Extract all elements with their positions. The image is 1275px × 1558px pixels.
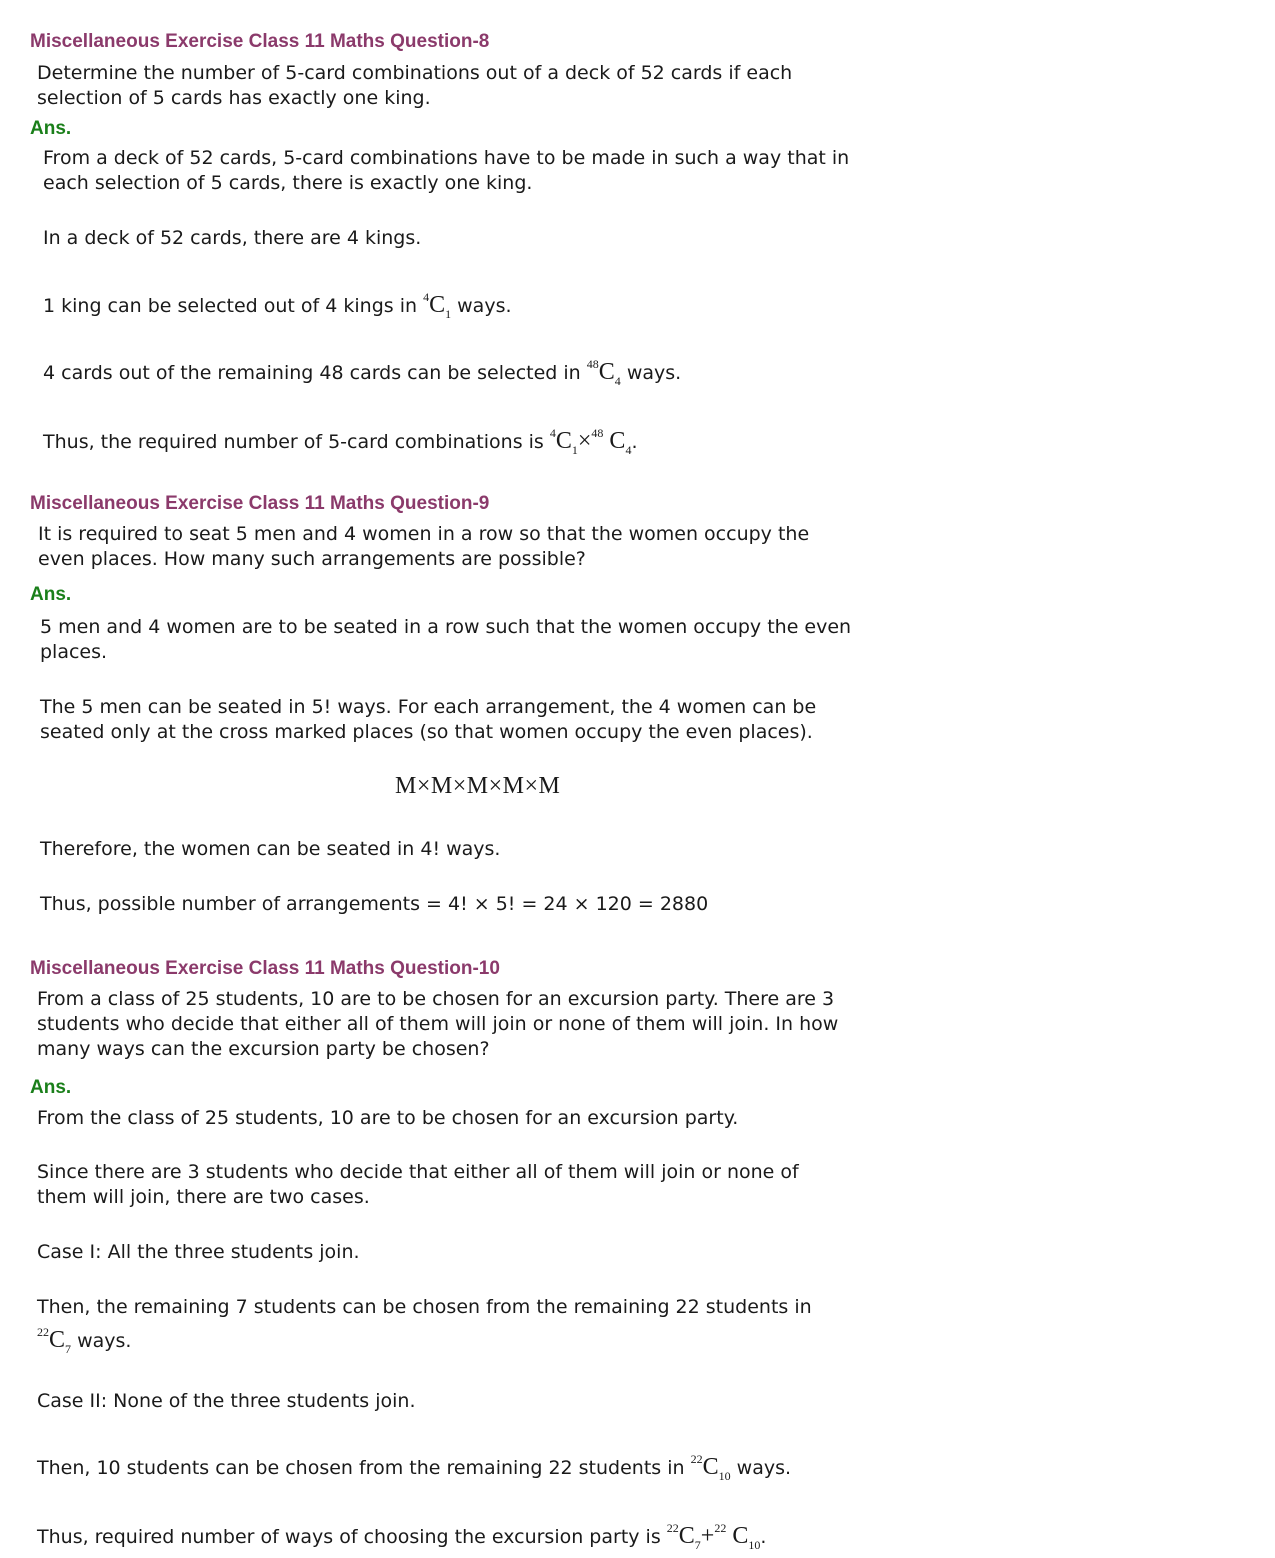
q10-paragraph-1: From the class of 25 students, 10 are to be chosen for an excursion party. (37, 1107, 739, 1129)
q8-p5-c1: C (555, 428, 572, 454)
question-10-line-1: From a class of 25 students, 10 are to be chosen for an excursion party. There are 3 (37, 988, 835, 1010)
question-10-ans-label: Ans. (30, 1077, 72, 1098)
q10-paragraph-3: Case I: All the three students join. (37, 1241, 360, 1263)
q10-p7-c2: C (726, 1523, 749, 1549)
q10-p7-plus: + (700, 1523, 715, 1549)
question-8-title: Miscellaneous Exercise Class 11 Maths Question-8 (30, 31, 490, 52)
q8-p5-sub1: 1 (571, 443, 578, 457)
q9-paragraph-1 (40, 615, 851, 665)
question-10-text (37, 987, 838, 1062)
q8-paragraph-1 (43, 146, 849, 196)
q10-p7-sub2: 10 (748, 1538, 761, 1552)
q8-paragraph-4 (43, 352, 681, 394)
q9-p2-line-2: seated only at the cross marked places (so that women occupy the even places). (40, 721, 813, 743)
q8-p4-text: 4 cards out of the remaining 48 cards can be selected in (43, 362, 587, 384)
q9-p1-line-1: 5 men and 4 women are to be seated in a row such that the women occupy the even (40, 616, 852, 638)
q10-p4-line-2 (37, 1320, 812, 1362)
q8-p3-sub: 1 (445, 307, 452, 321)
q8-p4-post: ways. (626, 362, 682, 384)
question-8-line-2: selection of 5 cards has exactly one king. (37, 87, 431, 109)
q10-p6-formula (690, 1452, 731, 1483)
q9-paragraph-3: Therefore, the women can be seated in 4! ways. (40, 838, 501, 860)
q10-p4-line-1: Then, the remaining 7 students can be chosen from the remaining 22 students in (37, 1296, 812, 1318)
q10-paragraph-5: Case II: None of the three students join. (37, 1390, 416, 1412)
q10-p4-sup: 22 (37, 1325, 49, 1339)
q8-paragraph-3 (43, 285, 512, 327)
q10-p7-sup1: 22 (666, 1521, 679, 1535)
question-10-line-3: many ways can the excursion party be chosen? (37, 1038, 490, 1060)
q10-p6-sup: 22 (690, 1452, 703, 1466)
q8-p5-c2: C (603, 428, 626, 454)
q8-paragraph-2: In a deck of 52 cards, there are 4 kings. (43, 227, 422, 249)
q9-p1-line-2: places. (40, 641, 108, 663)
q10-paragraph-6 (37, 1447, 791, 1489)
question-10-title: Miscellaneous Exercise Class 11 Maths Question-10 (30, 958, 500, 979)
q10-p6-c: C (702, 1454, 719, 1480)
q10-p2-line-1: Since there are 3 students who decide that either all of them will join or none of (37, 1161, 799, 1183)
question-8-text (37, 61, 792, 111)
q8-p3-c: C (429, 292, 446, 318)
q8-p1-line-1: From a deck of 52 cards, 5-card combinations have to be made in such a way that in (43, 147, 850, 169)
q10-paragraph-2 (37, 1160, 799, 1210)
q10-p7-formula (666, 1521, 761, 1552)
q8-p5-text: Thus, the required number of 5-card combinations is (43, 431, 550, 453)
q8-p1-line-2: each selection of 5 cards, there is exactly one king. (43, 172, 533, 194)
q8-paragraph-5 (43, 421, 637, 463)
question-9-line-1: It is required to seat 5 men and 4 women in a row so that the women occupy the (38, 523, 810, 545)
q8-p4-sup: 48 (586, 357, 599, 371)
q10-paragraph-4 (37, 1295, 812, 1362)
q10-p7-post: . (760, 1526, 767, 1548)
q10-p7-sub1: 7 (694, 1538, 701, 1552)
q8-p5-sup2: 48 (591, 426, 604, 440)
q8-p5-sub2: 4 (625, 443, 632, 457)
q9-arrangement-formula: M×M×M×M×M (395, 773, 561, 799)
q10-p2-line-2: them will join, there are two cases. (37, 1186, 370, 1208)
q8-p3-post: ways. (457, 295, 512, 317)
q10-p7-text: Thus, required number of ways of choosing the excursion party is (37, 1526, 667, 1548)
q8-p5-sup1: 4 (549, 426, 556, 440)
q10-p4-sub: 7 (65, 1342, 72, 1356)
q10-paragraph-7 (37, 1516, 766, 1558)
q10-p7-c1: C (678, 1523, 695, 1549)
q8-p3-sup: 4 (423, 290, 430, 304)
q8-p3-text: 1 king can be selected out of 4 kings in (43, 295, 424, 317)
question-9-ans-label: Ans. (30, 584, 72, 605)
question-10-line-2: students who decide that either all of them will join or none of them will join. In how (37, 1013, 839, 1035)
q10-p6-post: ways. (736, 1457, 792, 1479)
q8-p4-sub: 4 (614, 374, 621, 388)
q9-p2-line-1: The 5 men can be seated in 5! ways. For each arrangement, the 4 women can be (40, 696, 817, 718)
q8-p4-formula (586, 357, 621, 388)
question-8-ans-label: Ans. (30, 118, 72, 139)
q9-paragraph-4: Thus, possible number of arrangements = 4! × 5! = 24 × 120 = 2880 (40, 893, 709, 915)
question-9-text (38, 522, 809, 572)
q8-p5-post: . (631, 431, 638, 453)
q8-p5-times: × (577, 428, 592, 454)
q8-p4-c: C (598, 359, 615, 385)
q10-p4-c: C (49, 1327, 66, 1353)
q8-p5-formula (549, 426, 632, 457)
q10-p6-text: Then, 10 students can be chosen from the remaining 22 students in (37, 1457, 691, 1479)
q8-p3-formula (423, 290, 452, 321)
q9-paragraph-2 (40, 695, 816, 745)
q10-p6-sub: 10 (718, 1469, 731, 1483)
q10-p7-sup2: 22 (714, 1521, 727, 1535)
q10-p4-post: ways. (77, 1330, 132, 1352)
question-8-line-1: Determine the number of 5-card combinations out of a deck of 52 cards if each (37, 62, 793, 84)
question-9-title: Miscellaneous Exercise Class 11 Maths Question-9 (30, 493, 490, 514)
question-9-line-2: even places. How many such arrangements are possible? (38, 548, 586, 570)
